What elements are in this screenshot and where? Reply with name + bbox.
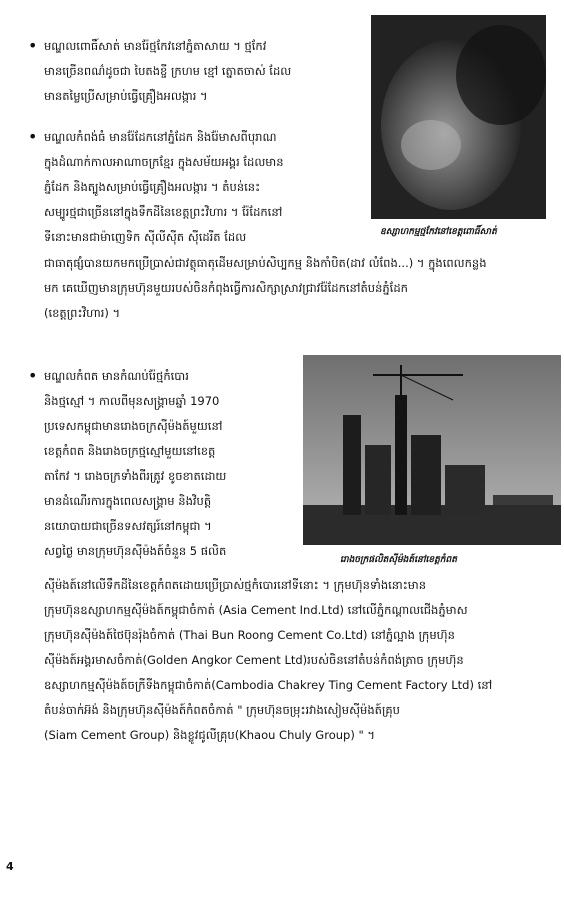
paragraph-line: នយោបាយជាច្រើនទសវត្សរ៍នៅកម្ពុជា ។: [44, 519, 212, 533]
paragraph-line: មានតម្លៃប្រើសម្រាប់ធ្វើគ្រឿងអលង្ការ ។: [44, 89, 208, 103]
paragraph-line: (Siam Cement Group) និងខ្លូវជូលីគ្រុប(Khaou Chuly Group) " ។: [44, 728, 375, 742]
paragraph-line: តាកែវ ។ រោងចក្រទាំងពីរត្រូវ ខូចខាតដោយ: [44, 469, 227, 483]
paragraph-line: ក្រុមហ៊ុនស៊ីម៉ងត៍ថៃប៊ុនរ៉ុងចំកាត់ (Thai Bun Roong Cement Co.Ltd) នៅភ្នំល្អាង ក្រុមហ៊ុន: [44, 628, 455, 642]
photo-caption: ឧស្សាហកម្មថ្មកែវនៅខេត្តពោធិ៍សាត់: [380, 227, 497, 237]
photo-cement-factory: [303, 355, 561, 545]
paragraph-line: សព្វថ្ងៃ មានក្រុមហ៊ុនស៊ីម៉ងត៍ចំនួន 5 ផលិត: [44, 544, 227, 558]
paragraph-line: ឧស្សាហកម្មស៊ីម៉ងត៍ចក្រីទីងកម្ពុជាចំកាត់(Cambodia Chakrey Ting Cement Factory Ltd) នៅ: [44, 678, 493, 692]
paragraph-line: ជាធាតុផ្សំបានយកមកប្រើប្រាស់ជាវត្ថុធាតុដើមសម្រាប់សិប្បកម្ម និងកាំបិត(ដាវ លំពែង...) ។ ក្នុងពេលកន្លង: [44, 256, 487, 270]
paragraph-line: ក្រុមហ៊ុនឧស្សាហកម្មស៊ីម៉ងត៍កម្ពុជាចំកាត់ (Asia Cement Ind.Ltd) នៅលើភ្នំកណ្តាលជើងភ្នំមាស: [44, 603, 468, 617]
paragraph-line: ខេត្តកំពត និងរោងចក្រថ្មស្មៅមួយនៅខេត្ត: [44, 444, 216, 458]
paragraph-line: ភ្នំដែក និងត្បូងសម្រាប់ធ្វើគ្រឿងអលង្ការ ។ តំបន់នេះ: [44, 180, 261, 194]
paragraph-line: ស៊ីម៉ងត៍អង្គរមាសចំកាត់(Golden Angkor Cement Ltd)របស់ចិននៅតំបន់កំពង់ត្រាច ក្រុមហ៊ុន: [44, 653, 464, 667]
paragraph-line: ស៊ីម៉ងត៍នៅលើទឹកដីនៃខេត្តកំពតដោយប្រើប្រាស់ថ្មកំបោរនៅទីនោះ ។ ក្រុមហ៊ុនទាំងនោះមាន: [44, 578, 427, 592]
paragraph-line: តំបន់ចាក់អ៊ង់ និងក្រុមហ៊ុនស៊ីម៉ងត៍កំពតចំកាត់ " ក្រុមហ៊ុនចម្រុះរវាងសៀមស៊ីម៉ងត៍គ្រុប: [44, 703, 400, 717]
paragraph-line: ទីនោះមានជាម៉ាញេទិក ស៊ីលីស៊ីត ស៊ីដេរីត ដែល: [44, 230, 247, 244]
paragraph-line: មក គេឃើញមានក្រុមហ៊ុនមួយរបស់ចិនកំពុងធ្វើការសិក្សាស្រាវជ្រាវរ៉ែដែកនៅតំបន់ភ្នំដែក: [44, 281, 408, 295]
paragraph-line: (ខេត្តព្រះវិហារ) ។: [44, 306, 121, 320]
paragraph-line: ប្រទេសកម្ពុជាមានរោងចក្រស៊ីម៉ងត៍មួយនៅ: [44, 419, 223, 433]
bullet-marker: •: [28, 36, 38, 55]
paragraph-line: សម្បូរថ្មជាច្រើននៅក្នុងទឹកដីនៃខេត្តព្រះវិហារ ។ រ៉ែដែកនៅ: [44, 205, 283, 219]
paragraph-line: មានច្រើនពណ៌ដូចជា បៃតងខ្ចី ក្រហម ខ្មៅ ត្នោតចាស់ ដែល: [44, 64, 292, 78]
bullet-marker: •: [28, 366, 38, 385]
paragraph-line: មណ្ឌលពោធិ៍សាត់ មានរ៉ែថ្មកែវនៅភ្នំតាសាយ ។ ថ្មកែវ: [44, 39, 267, 53]
paragraph-line: មានដំណើរការក្នុងពេលសង្គ្រាម និងវិបត្តិ: [44, 494, 212, 508]
paragraph-line: មណ្ឌលកំពង់ធំ មានរ៉ែដែកនៅភ្នំដែក និងរ៉ែមាសពីបុរាណ: [44, 130, 277, 144]
photo-caption: រោងចក្រផលិតស៊ីម៉ងត៍នៅខេត្តកំពត: [340, 555, 457, 565]
paragraph-line: ក្នុងដំណាក់កាលអាណាចក្រខ្មែរ ក្នុងសម័យអង្គរ ដែលមាន: [44, 155, 284, 169]
paragraph-line: មណ្ឌលកំពត មានកំណប់រ៉ែថ្មកំបោរ: [44, 369, 189, 383]
photo-gemstone: [371, 15, 546, 219]
paragraph-line: និងថ្មស្មៅ ។ កាលពីមុនសង្គ្រាមឆ្នាំ 1970: [44, 394, 220, 408]
page-number: 4: [6, 860, 14, 873]
bullet-marker: •: [28, 127, 38, 146]
